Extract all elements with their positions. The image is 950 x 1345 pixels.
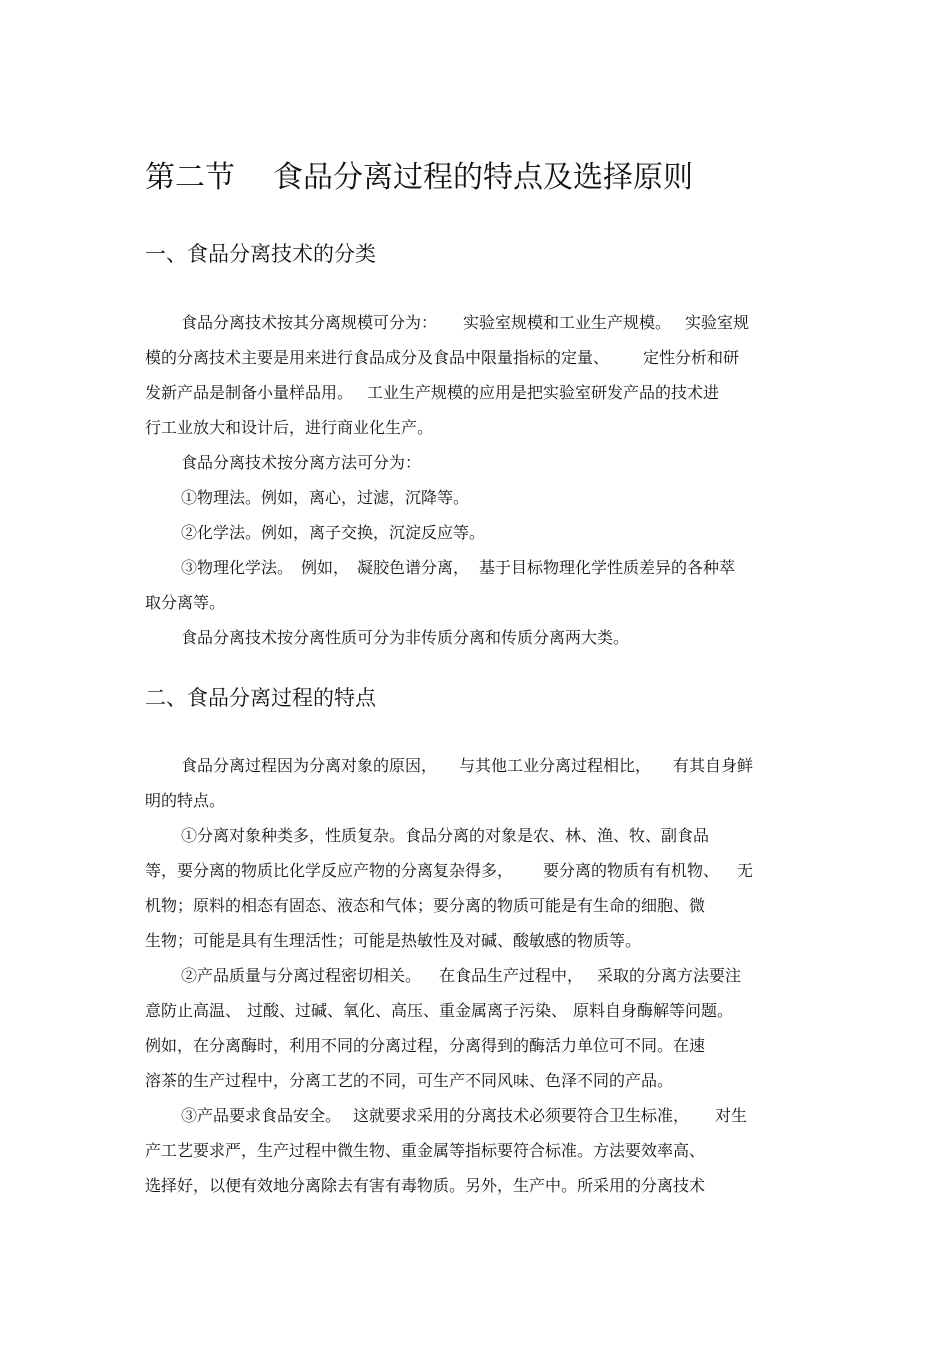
list-item: ③物理化学法。 例如， 凝胶色谱分离， 基于目标物理化学性质差异的各种萃 [181, 558, 736, 577]
paragraph-line: 模的分离技术主要是用来进行食品成分及食品中限量指标的定量、 定性分析和研 [145, 348, 740, 367]
paragraph-line: 食品分离技术按分离方法可分为： [181, 453, 422, 472]
list-item: ②化学法。例如，离子交换，沉淀反应等。 [181, 523, 486, 542]
paragraph-line: 产工艺要求严，生产过程中微生物、重金属等指标要符合标准。方法要效率高、 [145, 1141, 706, 1160]
paragraph-line: 食品分离技术按分离性质可分为非传质分离和传质分离两大类。 [181, 628, 630, 647]
title-text: 食品分离过程的特点及选择原则 [273, 160, 693, 195]
paragraph-line: 选择好，以便有效地分离除去有害有毒物质。另外，生产中。所采用的分离技术 [145, 1176, 706, 1195]
paragraph-line: 行工业放大和设计后，进行商业化生产。 [145, 418, 434, 437]
paragraph-line: 生物；可能是具有生理活性；可能是热敏性及对碱、酸敏感的物质等。 [145, 931, 642, 950]
section-heading: 一、食品分离技术的分类 [145, 242, 376, 266]
paragraph-line: 食品分离过程因为分离对象的原因， 与其他工业分离过程相比， 有其自身鲜 [181, 756, 754, 775]
title-section-number: 第二节 [145, 160, 235, 195]
paragraph-line: 溶茶的生产过程中，分离工艺的不同，可生产不同风味、色泽不同的产品。 [145, 1071, 674, 1090]
list-item: ①分离对象种类多，性质复杂。食品分离的对象是农、林、渔、牧、副食品 [181, 826, 710, 845]
paragraph-line: 食品分离技术按其分离规模可分为： 实验室规模和工业生产规模。 实验室规 [181, 313, 750, 332]
paragraph-line: 意防止高温、 过酸、过碱、氧化、高压、重金属离子污染、 原料自身酶解等问题。 [145, 1001, 734, 1020]
page-title [145, 156, 807, 200]
list-item: ②产品质量与分离过程密切相关。 在食品生产过程中， 采取的分离方法要注 [181, 966, 742, 985]
list-item: ③产品要求食品安全。 这就要求采用的分离技术必须要符合卫生标准， 对生 [181, 1106, 748, 1125]
list-item: ①物理法。例如，离心，过滤，沉降等。 [181, 488, 470, 507]
section-heading: 二、食品分离过程的特点 [145, 686, 376, 710]
paragraph-line: 等，要分离的物质比化学反应产物的分离复杂得多， 要分离的物质有有机物、 无 [145, 861, 754, 880]
paragraph-line: 明的特点。 [145, 791, 226, 810]
paragraph-line: 机物；原料的相态有固态、液态和气体；要分离的物质可能是有生命的细胞、微 [145, 896, 706, 915]
paragraph-line: 发新产品是制备小量样品用。 工业生产规模的应用是把实验室研发产品的技术进 [145, 383, 720, 402]
paragraph-line: 取分离等。 [145, 593, 226, 612]
paragraph-line: 例如，在分离酶时，利用不同的分离过程，分离得到的酶活力单位可不同。在速 [145, 1036, 706, 1055]
